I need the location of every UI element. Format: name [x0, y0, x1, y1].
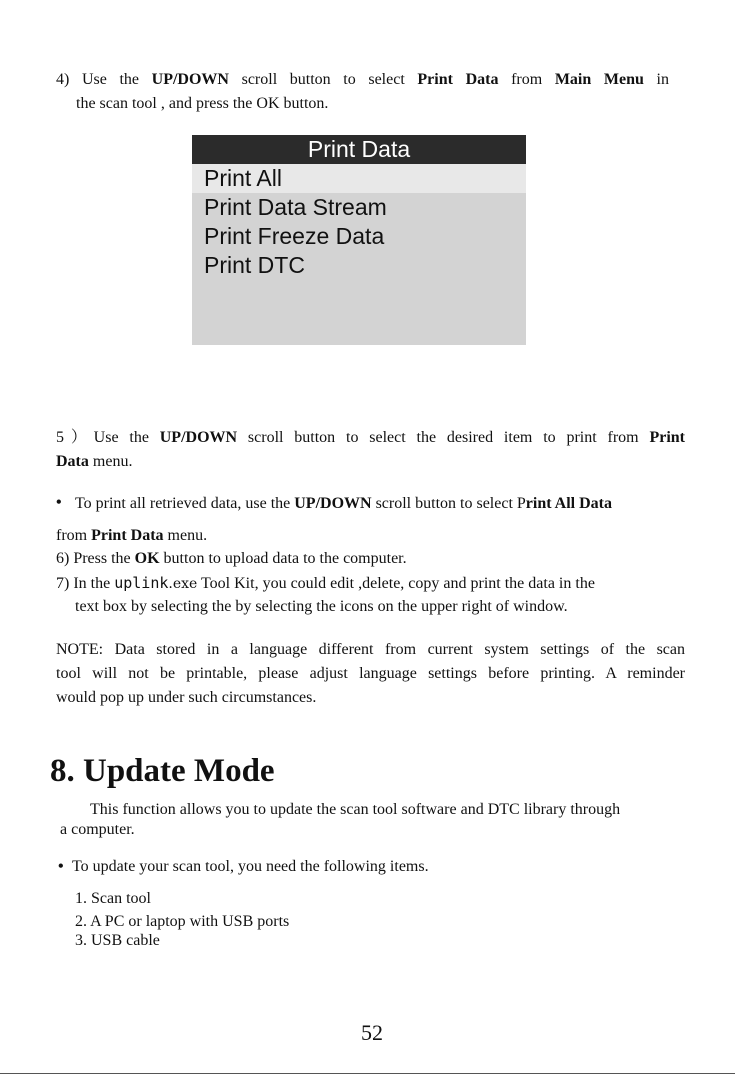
step-6-bold-ok: OK — [134, 550, 160, 567]
step-7-text: Tool Kit, you could edit ,delete, copy and print the data in the — [197, 575, 595, 592]
section-bullet: To update your scan tool, you need the following items. — [72, 858, 429, 875]
menu-item-print-dtc[interactable]: Print DTC — [204, 252, 305, 278]
bullet-1-text: scroll button to select P — [371, 495, 526, 512]
list-item-2: 2. A PC or laptop with USB ports — [75, 913, 290, 930]
step-5-bold-data: Data — [56, 453, 89, 470]
page-number: 52 — [361, 1020, 383, 1045]
step-5-text: 5）Use the — [56, 429, 160, 446]
step-6-text: 6) Press the — [56, 550, 135, 567]
section-intro-line-2: a computer. — [60, 821, 135, 838]
menu-item-print-data-stream[interactable]: Print Data Stream — [204, 194, 387, 220]
step-7-line-1 — [56, 573, 595, 594]
step-4-text: in — [643, 71, 669, 88]
step-7-text: 7) In the — [56, 575, 115, 592]
step-4-bold-print-data: Print Data — [417, 71, 499, 88]
step-5-text: scroll button to select the desired item to print from — [237, 429, 650, 446]
step-4-text: from — [498, 71, 555, 88]
step-6 — [56, 549, 407, 569]
note-line-2: tool will not be printable, please adjust language settings before printing. A reminder — [56, 665, 685, 682]
menu-item-print-all[interactable]: Print All — [192, 164, 526, 193]
bullet-1-bold-updown: UP/DOWN — [294, 495, 372, 512]
step-5-line-2 — [56, 452, 132, 472]
note-line-1: NOTE: Data stored in a language different from current system settings of the scan — [56, 641, 685, 658]
step-4-line-1 — [56, 70, 669, 90]
bullet-1-text: from — [56, 527, 92, 544]
section-heading: 8. Update Mode — [50, 753, 275, 789]
step-4-bold-main-menu: Main Menu — [554, 71, 644, 88]
bullet-1-line-1 — [75, 494, 612, 514]
step-4-text: 4) Use the — [56, 71, 152, 88]
bullet-1-bold-print-data: Print Data — [91, 527, 164, 544]
bullet-dot: • — [58, 858, 64, 875]
list-item-3: 3. USB cable — [75, 932, 160, 949]
step-7-line-2: text box by selecting the by selecting the icons on the upper right of window. — [75, 598, 568, 615]
menu-item-print-freeze-data[interactable]: Print Freeze Data — [204, 223, 385, 249]
step-7-uplink: uplink — [114, 574, 169, 592]
step-5-line-1 — [56, 428, 685, 448]
list-item-1: 1. Scan tool — [75, 890, 151, 907]
scan-tool-screen — [192, 135, 526, 345]
section-intro-line-1: This function allows you to update the scan tool software and DTC library through — [90, 801, 621, 818]
step-5-text: menu. — [88, 453, 133, 470]
step-4-text: scroll button to select — [228, 71, 418, 88]
bullet-1-bold-print-all-data: rint All Data — [525, 495, 612, 512]
step-4-line-2: the scan tool , and press the OK button. — [76, 95, 329, 112]
bullet-1-text: menu. — [163, 527, 208, 544]
step-5-bold-print: Print — [649, 429, 685, 446]
bullet-1-line-2 — [56, 526, 207, 546]
bottom-rule — [0, 1073, 735, 1074]
step-7-ext: .exe — [168, 576, 198, 592]
screen-title: Print Data — [192, 135, 526, 164]
note-line-3: would pop up under such circumstances. — [56, 689, 317, 706]
bullet-1-text: To print all retrieved data, use the — [75, 495, 295, 512]
step-4-bold-updown: UP/DOWN — [151, 71, 229, 88]
step-5-bold-updown: UP/DOWN — [159, 429, 238, 446]
step-6-text: button to upload data to the computer. — [159, 550, 407, 567]
bullet-dot: • — [56, 494, 62, 511]
